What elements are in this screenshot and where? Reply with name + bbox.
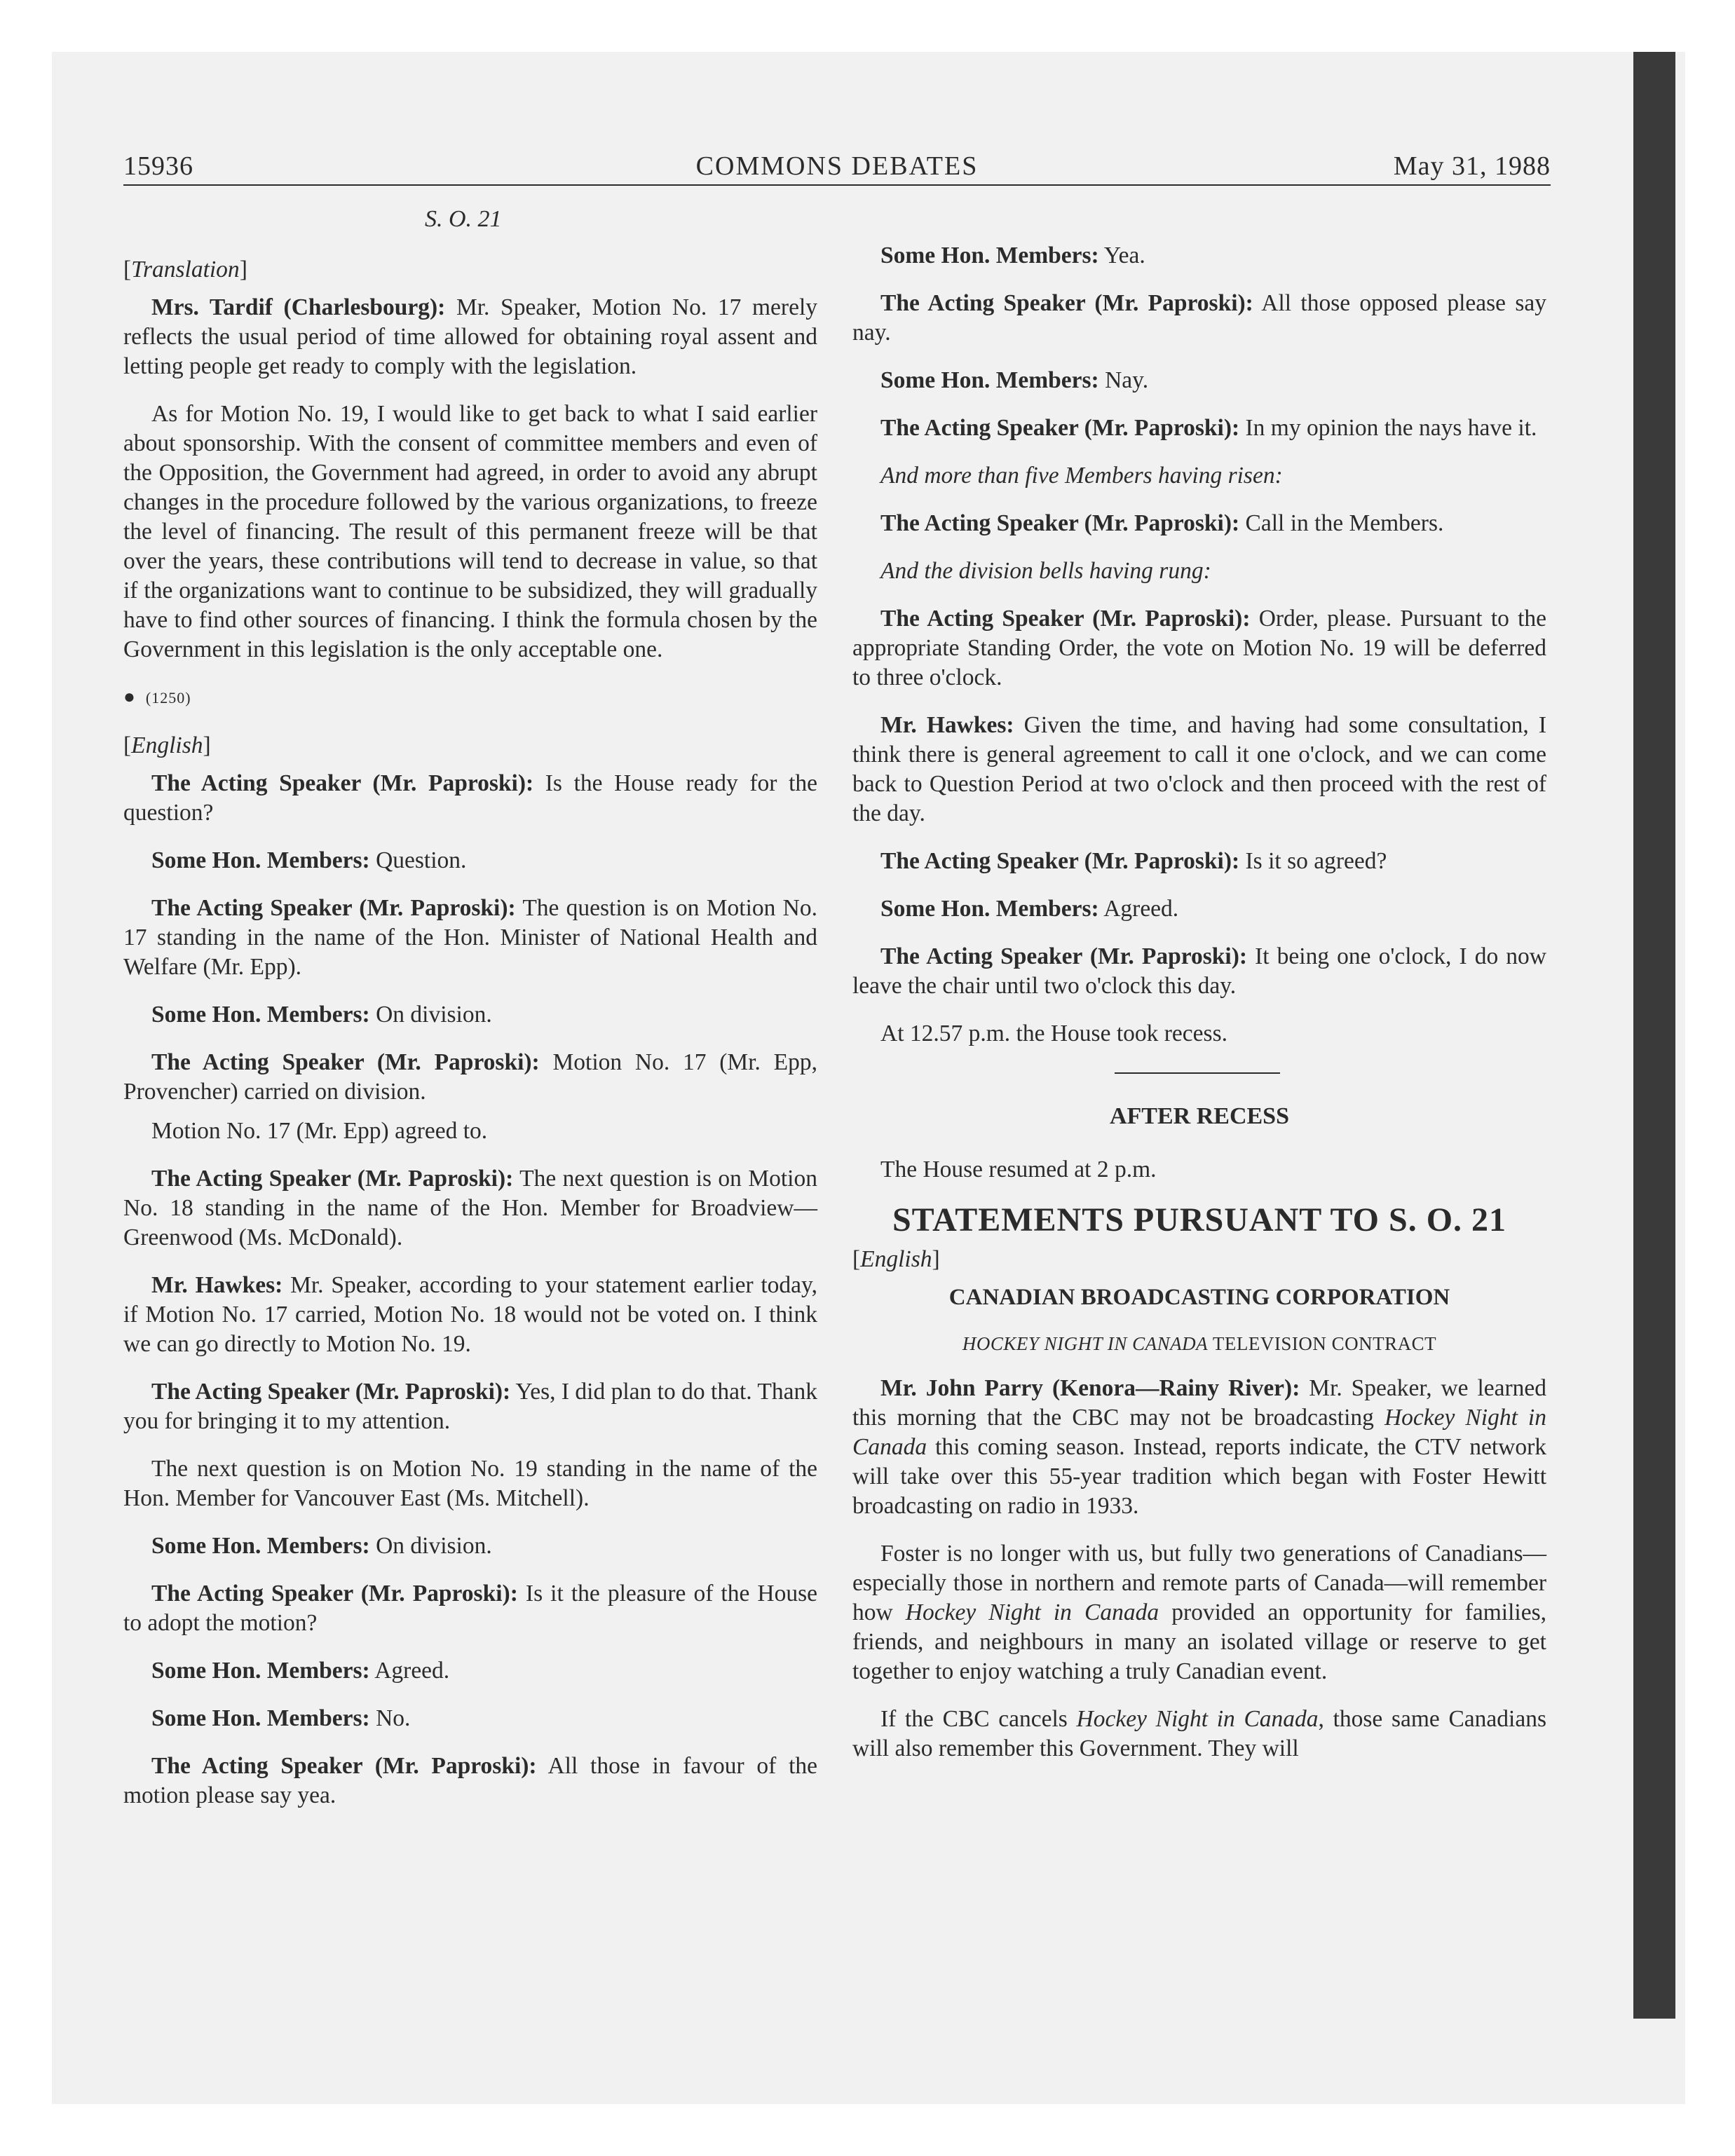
header-rule xyxy=(123,184,1551,186)
speaker-name: The Acting Speaker (Mr. Paproski): xyxy=(151,1753,537,1779)
speaker-name: Mr. Hawkes: xyxy=(151,1272,283,1298)
speaker-name: The Acting Speaker (Mr. Paproski): xyxy=(880,290,1253,316)
english-tag: [English] xyxy=(123,732,211,758)
speaker-name: Some Hon. Members: xyxy=(151,1533,370,1559)
paragraph: Some Hon. Members: Nay. xyxy=(880,367,1149,393)
paragraph: As for Motion No. 19, I would like to get back to what I said earlier about sponsorship. With the consent of committee members and even of the Opposition, the Government had agreed, in order to avoid any abrupt changes in the procedure followed by the various organizations, to freeze the level of financing. The result of this permanent freeze will be that over the years, these contributions will tend to decrease in value, so that if the organizations want to continue to be subsidized, they will gradually have to find other sources of financing. I think the formula chosen by the Government in this legislation is the only acceptable one. xyxy=(123,401,817,662)
paragraph: The Acting Speaker (Mr. Paproski): Yes, I did plan to do that. Thank you for bringing it to my attention. xyxy=(123,1379,817,1434)
speaker-name: The Acting Speaker (Mr. Paproski): xyxy=(151,1379,511,1405)
paragraph: Some Hon. Members: On division. xyxy=(151,1533,492,1559)
section-heading: AFTER RECESS xyxy=(1109,1103,1289,1129)
stage-direction: And the division bells having rung: xyxy=(880,558,1211,584)
subject-heading: CANADIAN BROADCASTING CORPORATION xyxy=(948,1285,1450,1310)
speaker-name: The Acting Speaker (Mr. Paproski): xyxy=(880,848,1240,874)
speaker-name: The Acting Speaker (Mr. Paproski): xyxy=(151,1049,540,1075)
speaker-name: Some Hon. Members: xyxy=(151,1658,370,1684)
so-label: S. O. 21 xyxy=(425,206,502,232)
paragraph: The House resumed at 2 p.m. xyxy=(880,1157,1157,1182)
paragraph: Some Hon. Members: Agreed. xyxy=(880,896,1179,922)
speaker-name: Mr. John Parry (Kenora—Rainy River): xyxy=(880,1375,1300,1401)
speaker-name: Some Hon. Members: xyxy=(880,367,1099,393)
speaker-name: The Acting Speaker (Mr. Paproski): xyxy=(151,1166,514,1192)
bullet-icon: ● xyxy=(123,686,136,708)
paragraph: The Acting Speaker (Mr. Paproski): Call in the Members. xyxy=(880,510,1444,536)
paragraph: The Acting Speaker (Mr. Paproski): Is it the pleasure of the House to adopt the motion? xyxy=(123,1581,818,1636)
speaker-name: Some Hon. Members: xyxy=(880,896,1099,922)
paragraph: The Acting Speaker (Mr. Paproski): Motion No. 17 (Mr. Epp, Provencher) carried on division. xyxy=(123,1049,818,1105)
page-number: 15936 xyxy=(123,151,193,181)
paragraph: The Acting Speaker (Mr. Paproski): All those opposed please say nay. xyxy=(852,290,1546,346)
paragraph: Some Hon. Members: No. xyxy=(151,1705,411,1731)
speaker-name: Mrs. Tardif (Charlesbourg): xyxy=(151,294,446,320)
paragraph: The next question is on Motion No. 19 standing in the name of the Hon. Member for Vancouver East (Ms. Mitchell). xyxy=(123,1456,817,1511)
paragraph: Motion No. 17 (Mr. Epp) agreed to. xyxy=(151,1118,488,1144)
paragraph: Some Hon. Members: Yea. xyxy=(880,243,1145,268)
speaker-name: Some Hon. Members: xyxy=(151,1002,370,1028)
speaker-name: The Acting Speaker (Mr. Paproski): xyxy=(151,895,516,921)
speaker-name: Some Hon. Members: xyxy=(151,1705,370,1731)
speaker-name: The Acting Speaker (Mr. Paproski): xyxy=(880,606,1251,632)
speaker-name: The Acting Speaker (Mr. Paproski): xyxy=(880,415,1240,441)
speaker-name: The Acting Speaker (Mr. Paproski): xyxy=(880,510,1240,536)
paragraph: The Acting Speaker (Mr. Paproski): Order, please. Pursuant to the appropriate Standing Order, the vote on Motion No. 19 will be deferred to three o'clock. xyxy=(852,606,1547,690)
left-column xyxy=(123,196,817,1829)
scan-edge-bar xyxy=(1633,52,1675,2019)
paragraph: The Acting Speaker (Mr. Paproski): In my opinion the nays have it. xyxy=(880,415,1537,441)
paragraph: Mr. Hawkes: Given the time, and having had some consultation, I think there is general agreement to call it one o'clock, and we can come back to Question Period at two o'clock and then proceed with the rest of the day. xyxy=(852,712,1547,826)
paragraph: Foster is no longer with us, but fully two generations of Canadians—especially those in northern and remote parts of Canada—will remember how Hockey Night in Canada provided an opportunity for families, friends, and neighbours in many an isolated village or reserve to get together to enjoy watching a truly Canadian event. xyxy=(852,1541,1546,1684)
paragraph: Mr. John Parry (Kenora—Rainy River): Mr. Speaker, we learned this morning that the CBC may not be broadcasting Hockey Night in Canada this coming season. Instead, reports indicate, the CTV network will take over this 55-year tradition which began with Foster Hewitt broadcasting on radio in 1933. xyxy=(852,1375,1547,1519)
subject-subheading: HOCKEY NIGHT IN CANADA TELEVISION CONTRACT xyxy=(962,1333,1437,1354)
section-divider xyxy=(1115,1072,1280,1074)
paragraph: Some Hon. Members: On division. xyxy=(151,1002,492,1028)
paragraph: The Acting Speaker (Mr. Paproski): It being one o'clock, I do now leave the chair until two o'clock this day. xyxy=(852,943,1546,999)
paragraph: Mrs. Tardif (Charlesbourg): Mr. Speaker, Motion No. 17 merely reflects the usual period of time allowed for obtaining royal assent and letting people get ready to comply with the legislation. xyxy=(123,294,818,379)
speaker-name: Some Hon. Members: xyxy=(151,847,370,873)
right-column xyxy=(852,241,1546,1782)
speaker-name: The Acting Speaker (Mr. Paproski): xyxy=(880,943,1248,969)
paragraph: If the CBC cancels Hockey Night in Canada, those same Canadians will also remember this Government. They will xyxy=(852,1706,1547,1761)
speaker-name: The Acting Speaker (Mr. Paproski): xyxy=(151,1581,518,1606)
paragraph: Some Hon. Members: Agreed. xyxy=(151,1658,450,1684)
english-tag: [English] xyxy=(852,1246,940,1272)
paragraph: The Acting Speaker (Mr. Paproski): The question is on Motion No. 17 standing in the name of the Hon. Minister of National Health and Welfare (Mr. Epp). xyxy=(123,895,817,980)
speaker-name: Some Hon. Members: xyxy=(880,243,1099,268)
paragraph: The Acting Speaker (Mr. Paproski): All those in favour of the motion please say yea. xyxy=(123,1753,818,1808)
paragraph: The Acting Speaker (Mr. Paproski): Is it so agreed? xyxy=(880,848,1387,874)
paragraph: Some Hon. Members: Question. xyxy=(151,847,467,873)
paragraph: Mr. Hawkes: Mr. Speaker, according to your statement earlier today, if Motion No. 17 carried, Motion No. 18 would not be voted on. I think we can go directly to Motion No. 19. xyxy=(123,1272,818,1357)
paragraph: The Acting Speaker (Mr. Paproski): The next question is on Motion No. 18 standing in the name of the Hon. Member for Broadview—Greenwood (Ms. McDonald). xyxy=(123,1166,817,1250)
issue-date: May 31, 1988 xyxy=(1393,151,1551,181)
paragraph: At 12.57 p.m. the House took recess. xyxy=(880,1021,1227,1046)
publication-title: COMMONS DEBATES xyxy=(695,151,979,181)
speaker-name: Mr. Hawkes: xyxy=(880,712,1014,738)
translation-tag: [Translation] xyxy=(123,257,247,282)
major-heading: STATEMENTS PURSUANT TO S. O. 21 xyxy=(892,1201,1507,1239)
stage-direction: And more than five Members having risen: xyxy=(880,463,1283,489)
paragraph: The Acting Speaker (Mr. Paproski): Is the House ready for the question? xyxy=(123,770,817,826)
time-stamp: ● (1250) xyxy=(123,686,191,708)
speaker-name: The Acting Speaker (Mr. Paproski): xyxy=(151,770,534,796)
running-header xyxy=(123,151,1551,182)
